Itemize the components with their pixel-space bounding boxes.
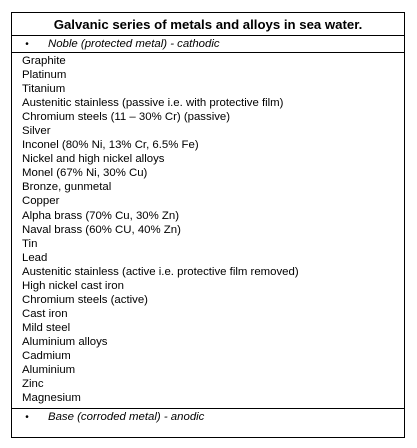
list-item: Chromium steels (11 – 30% Cr) (passive) xyxy=(22,111,231,124)
list-item: Aluminium xyxy=(22,364,76,377)
list-item: Cast iron xyxy=(22,307,68,320)
list-item: Austenitic stainless (passive i.e. with protective film) xyxy=(22,97,284,110)
base-end-row xyxy=(12,408,404,425)
base-label: Base (corroded metal) - anodic xyxy=(48,411,205,423)
noble-end-row xyxy=(12,36,404,53)
list-item: Platinum xyxy=(22,69,67,82)
list-item: Titanium xyxy=(22,83,66,96)
table-title: Galvanic series of metals and alloys in sea water. xyxy=(12,13,404,36)
list-item: Magnesium xyxy=(22,392,81,405)
list-item: Mild steel xyxy=(22,321,71,334)
bullet-icon: • xyxy=(25,411,29,423)
noble-label: Noble (protected metal) - cathodic xyxy=(48,38,220,50)
list-item: Graphite xyxy=(22,55,66,67)
metal-list xyxy=(12,53,404,405)
list-item: Monel (67% Ni, 30% Cu) xyxy=(22,167,148,180)
list-item: Silver xyxy=(22,125,51,138)
list-item: Alpha brass (70% Cu, 30% Zn) xyxy=(22,209,180,222)
list-item: Tin xyxy=(22,237,38,250)
list-item: Nickel and high nickel alloys xyxy=(22,153,165,166)
list-item: Chromium steels (active) xyxy=(22,293,148,306)
galvanic-series-table xyxy=(11,12,405,438)
list-item: Austenitic stainless (active i.e. protective film removed) xyxy=(22,265,299,278)
list-item: Aluminium alloys xyxy=(22,335,108,348)
list-item: Copper xyxy=(22,195,60,208)
list-item: Cadmium xyxy=(22,349,71,362)
list-item: Inconel (80% Ni, 13% Cr, 6.5% Fe) xyxy=(22,139,199,152)
list-item: Zinc xyxy=(22,378,44,391)
list-item: Naval brass (60% CU, 40% Zn) xyxy=(22,223,181,236)
list-item: High nickel cast iron xyxy=(22,279,124,292)
bullet-icon: • xyxy=(25,38,29,50)
list-item: Lead xyxy=(22,251,48,264)
list-item: Bronze, gunmetal xyxy=(22,181,112,194)
